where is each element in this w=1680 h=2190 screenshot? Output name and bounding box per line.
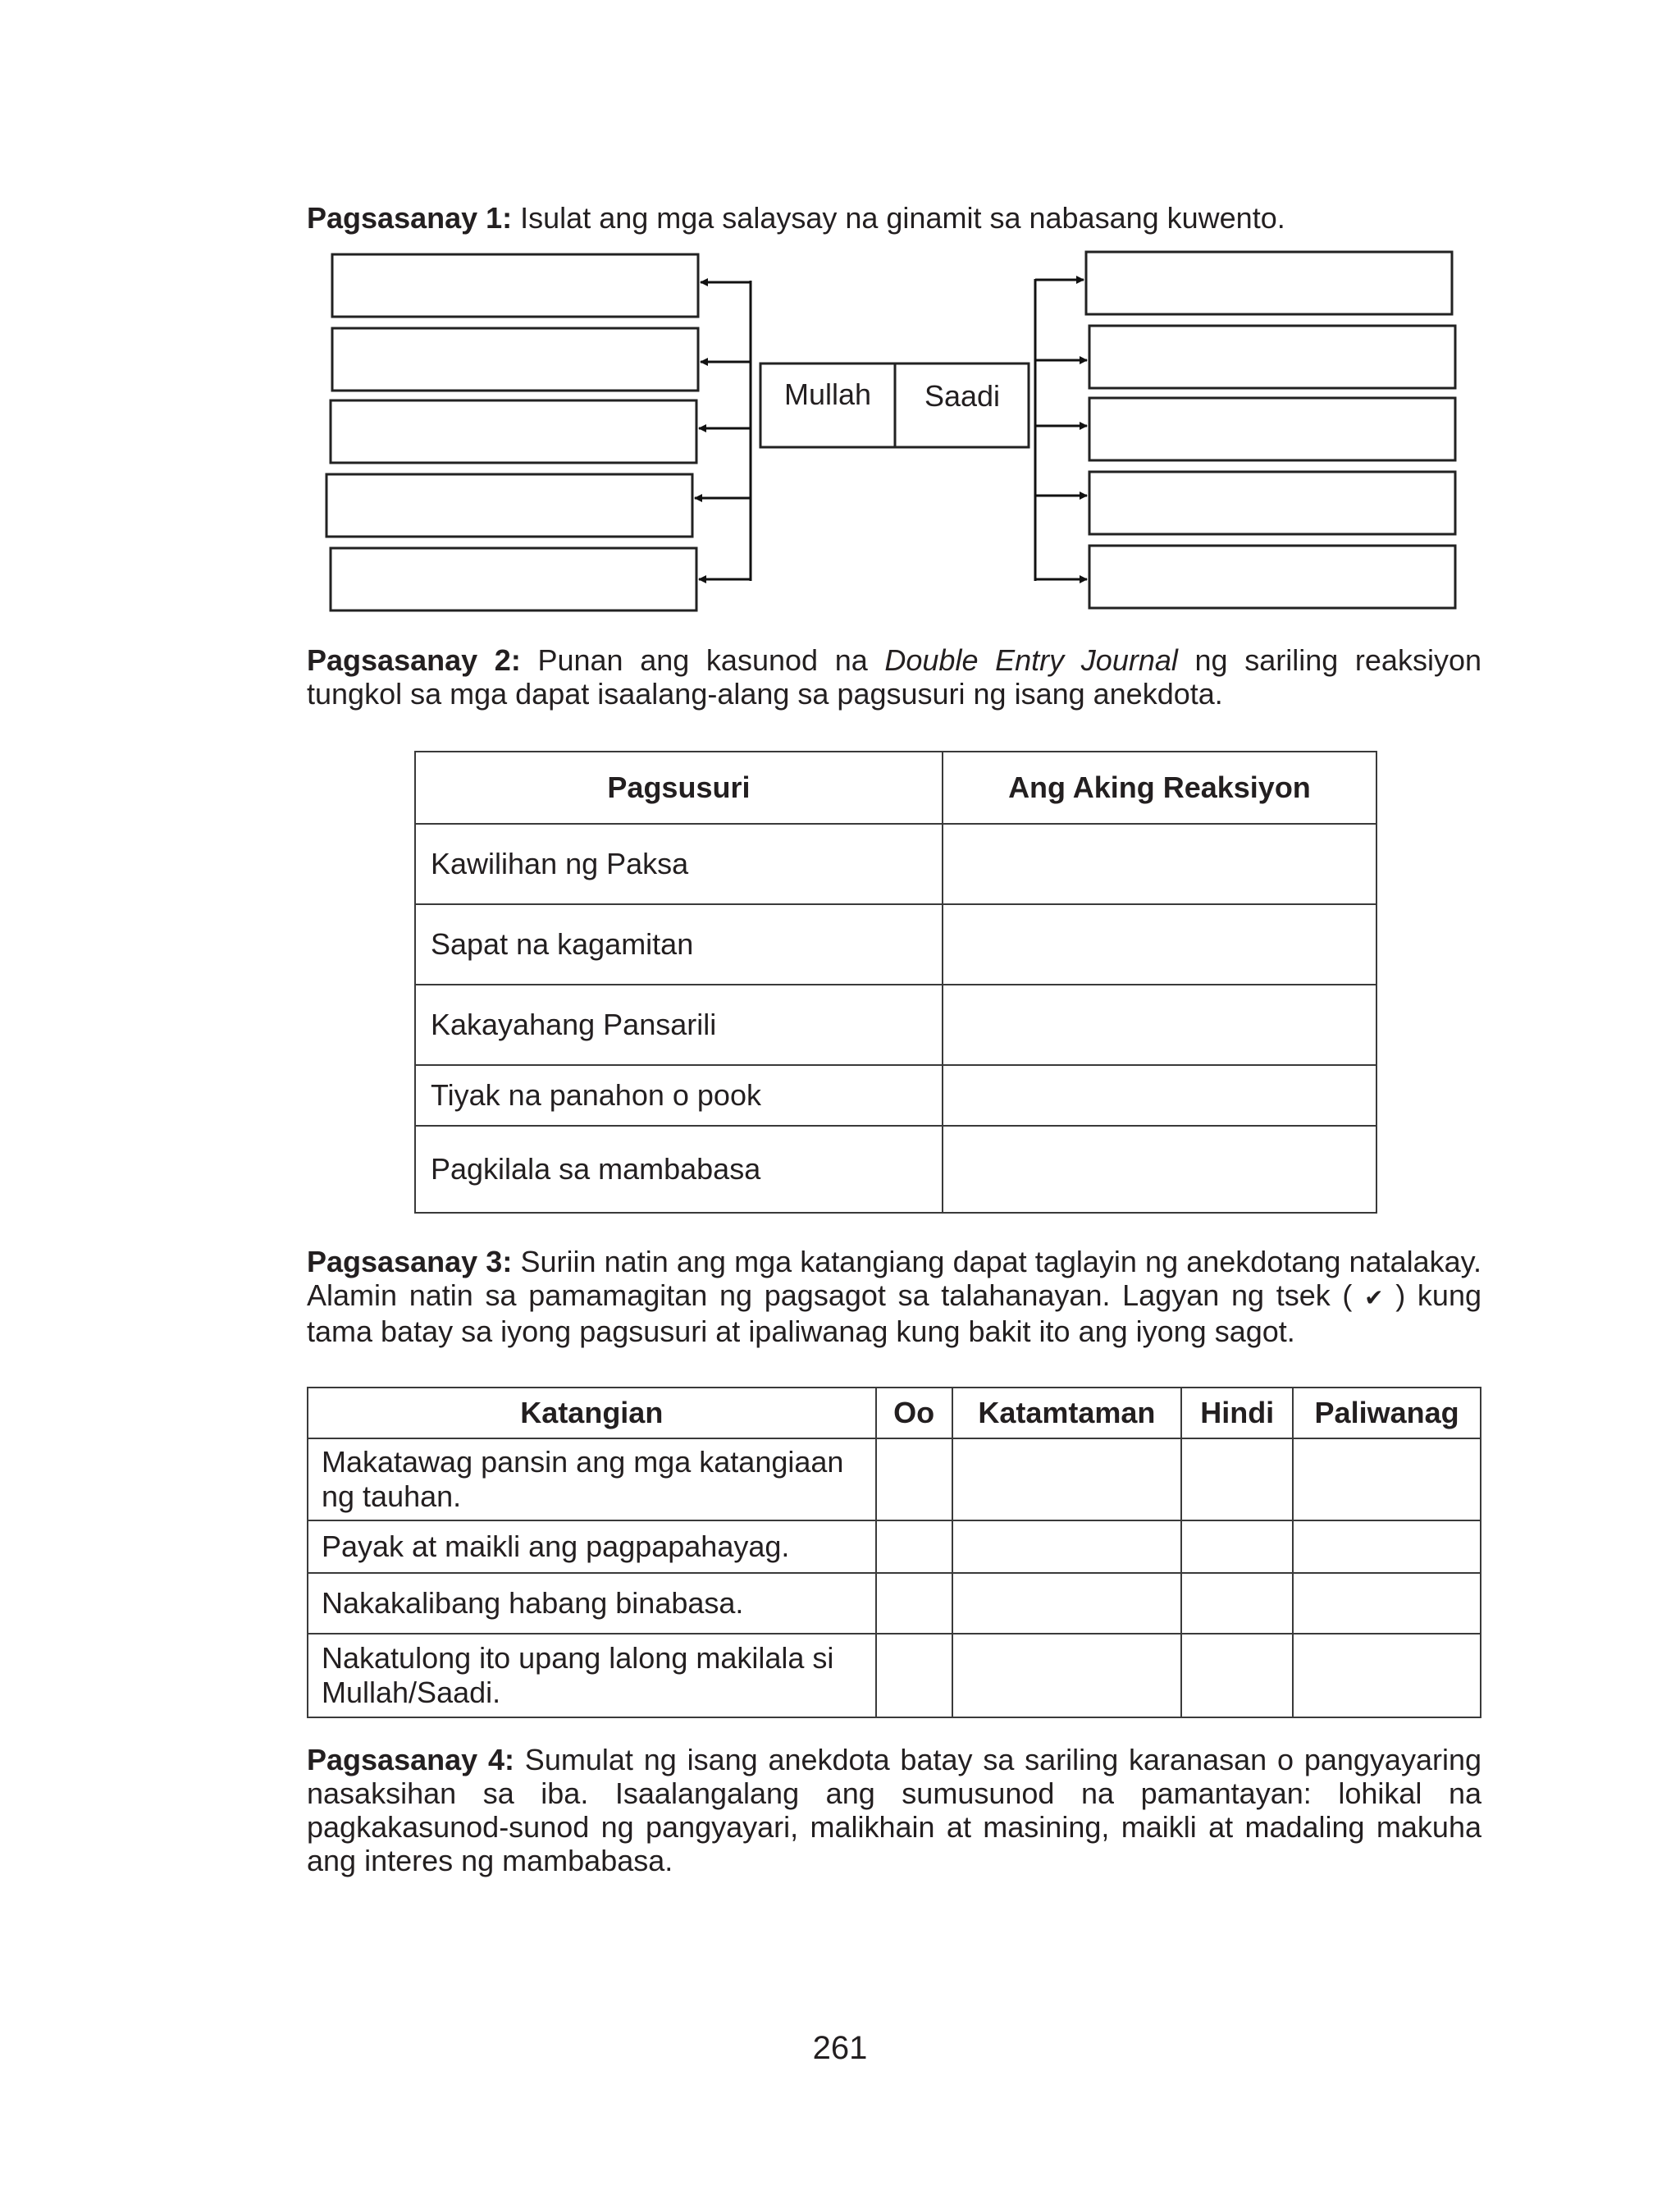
double-entry-journal-table xyxy=(414,751,1377,1214)
header-paliwanag: Paliwanag xyxy=(1293,1388,1481,1438)
reaction-cell[interactable] xyxy=(943,824,1376,904)
exercise-2-instruction xyxy=(307,643,1481,711)
reaction-cell[interactable] xyxy=(943,1126,1376,1213)
row-label: Kawilihan ng Paksa xyxy=(415,824,943,904)
narrative-diagram xyxy=(0,0,1680,640)
right-answer-box-2[interactable] xyxy=(1089,326,1455,388)
exercise-2-text-after: ng sariling reaksiyon tungkol sa mga dapat isaalang-alang sa pagsusuri ng isang anekdota. xyxy=(307,643,1481,711)
oo-cell[interactable] xyxy=(876,1438,952,1520)
katamtaman-cell[interactable] xyxy=(952,1634,1182,1717)
paliwanag-cell[interactable] xyxy=(1293,1520,1481,1573)
row-label: Payak at maikli ang pagpapahayag. xyxy=(308,1520,876,1573)
center-label-saadi: Saadi xyxy=(924,379,1001,413)
exercise-3-label: Pagsasanay 3: xyxy=(307,1245,513,1278)
row-label: Nakakalibang habang binabasa. xyxy=(308,1573,876,1634)
katamtaman-cell[interactable] xyxy=(952,1573,1182,1634)
exercise-2-text-italic: Double Entry Journal xyxy=(884,643,1178,677)
table-row xyxy=(415,1126,1376,1213)
row-label: Tiyak na panahon o pook xyxy=(415,1065,943,1126)
reaction-cell[interactable] xyxy=(943,985,1376,1065)
row-label: Makatawag pansin ang mga katangiaan ng tauhan. xyxy=(308,1438,876,1520)
exercise-3-text-after: ) kung tama batay sa iyong pagsusuri at ipaliwanag kung bakit ito ang iyong sagot. xyxy=(307,1278,1481,1348)
hindi-cell[interactable] xyxy=(1181,1438,1293,1520)
katamtaman-cell[interactable] xyxy=(952,1438,1182,1520)
header-katangian: Katangian xyxy=(308,1388,876,1438)
row-label: Nakatulong ito upang lalong makilala si Mullah/Saadi. xyxy=(308,1634,876,1717)
table-header-row xyxy=(415,752,1376,824)
exercise-1-label: Pagsasanay 1: xyxy=(307,201,513,235)
right-answer-box-3[interactable] xyxy=(1089,398,1455,460)
table-header-row xyxy=(308,1388,1481,1438)
hindi-cell[interactable] xyxy=(1181,1520,1293,1573)
exercise-4-text: Sumulat ng isang anekdota batay sa sariling karanasan o pangyayaring nasaksihan sa iba. Isaalangalang ang sumusunod na pamantayan: lohikal na pagkakasunod-sunod ng pangyayari, malikhain at masining, maikli at madaling makuha ang interes ng mambabasa. xyxy=(307,1743,1481,1877)
oo-cell[interactable] xyxy=(876,1573,952,1634)
oo-cell[interactable] xyxy=(876,1520,952,1573)
header-katamtaman: Katamtaman xyxy=(952,1388,1182,1438)
center-label-mullah: Mullah xyxy=(783,377,872,411)
right-answer-box-5[interactable] xyxy=(1089,546,1455,608)
table-row xyxy=(308,1573,1481,1634)
katangian-table xyxy=(307,1387,1481,1718)
row-label: Kakayahang Pansarili xyxy=(415,985,943,1065)
table-row xyxy=(308,1634,1481,1717)
exercise-3-text-before: Suriin natin ang mga katangiang dapat taglayin ng anekdotang natalakay. Alamin natin sa pamamagitan ng pagsagot sa talahanayan. Lagyan ng tsek ( xyxy=(307,1245,1481,1312)
header-reaksiyon: Ang Aking Reaksiyon xyxy=(943,752,1376,824)
oo-cell[interactable] xyxy=(876,1634,952,1717)
exercise-4-instruction xyxy=(307,1743,1481,1877)
hindi-cell[interactable] xyxy=(1181,1573,1293,1634)
katamtaman-cell[interactable] xyxy=(952,1520,1182,1573)
table-row xyxy=(308,1520,1481,1573)
check-mark-icon: ✔ xyxy=(1364,1285,1384,1310)
exercise-2-text-before: Punan ang kasunod na xyxy=(520,643,885,677)
reaction-cell[interactable] xyxy=(943,1065,1376,1126)
exercise-1-text: Isulat ang mga salaysay na ginamit sa nabasang kuwento. xyxy=(512,201,1285,235)
header-oo: Oo xyxy=(876,1388,952,1438)
table-row xyxy=(415,904,1376,985)
exercise-2-label: Pagsasanay 2: xyxy=(307,643,521,677)
row-label: Pagkilala sa mambabasa xyxy=(415,1126,943,1213)
left-answer-box-3[interactable] xyxy=(331,400,696,463)
paliwanag-cell[interactable] xyxy=(1293,1634,1481,1717)
table-row xyxy=(415,1065,1376,1126)
right-answer-box-1[interactable] xyxy=(1086,252,1452,314)
table-row xyxy=(415,824,1376,904)
header-pagsusuri: Pagsusuri xyxy=(415,752,943,824)
left-answer-box-5[interactable] xyxy=(331,548,696,610)
left-answer-box-2[interactable] xyxy=(332,328,698,391)
row-label: Sapat na kagamitan xyxy=(415,904,943,985)
page-number: 261 xyxy=(812,2030,868,2066)
table-row xyxy=(308,1438,1481,1520)
table-row xyxy=(415,985,1376,1065)
hindi-cell[interactable] xyxy=(1181,1634,1293,1717)
left-answer-box-4[interactable] xyxy=(326,474,692,537)
header-hindi: Hindi xyxy=(1181,1388,1293,1438)
exercise-3-instruction xyxy=(307,1245,1481,1348)
paliwanag-cell[interactable] xyxy=(1293,1573,1481,1634)
paliwanag-cell[interactable] xyxy=(1293,1438,1481,1520)
reaction-cell[interactable] xyxy=(943,904,1376,985)
left-answer-box-1[interactable] xyxy=(332,254,698,317)
exercise-4-label: Pagsasanay 4: xyxy=(307,1743,514,1776)
right-answer-box-4[interactable] xyxy=(1089,472,1455,534)
